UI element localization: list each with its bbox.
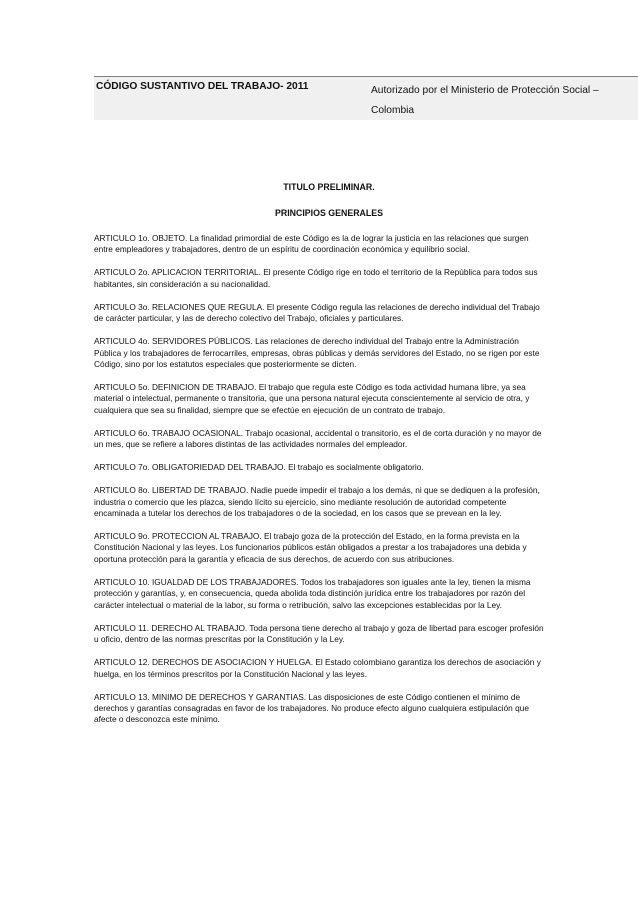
article-paragraph: ARTICULO 10. IGUALDAD DE LOS TRABAJADORES. Todos los trabajadores son iguales ante la ley, tienen la misma protección y garantías, y, en consecuencia, queda abolida toda distinción jurídica entre los trabajadores por razón del carácter intelectual o material de la labor, su forma o retribución, salvo las excepciones establecidas por la Ley. bbox=[94, 576, 531, 610]
header-authorization-line1: Autorizado por el Ministerio de Protección Social – bbox=[371, 85, 599, 96]
article-paragraph: ARTICULO 9o. PROTECCION AL TRABAJO. El trabajo goza de la protección del Estado, en la forma prevista en la Constitución Nacional y las leyes. Los funcionarios públicos están obligados a prestar a los trabajadores una debida y oportuna protección para la garantía y eficacia de sus derechos, de acuerdo con sus atribuciones. bbox=[94, 531, 527, 564]
document-title: TITULO PRELIMINAR. bbox=[283, 182, 375, 192]
article-paragraph: ARTICULO 4o. SERVIDORES PÚBLICOS. Las relaciones de derecho individual del Trabajo entre la Administración Pública y los trabajadores de ferrocarriles, empresas, obras públicas y demás servidores del Estado, no se rigen por este Código, sino por los estatutos especiales que posteriormente se dicten. bbox=[94, 336, 540, 370]
article-paragraph: ARTICULO 1o. OBJETO. La finalidad primordial de este Código es la de lograr la justicia en las relaciones que surgen entre empleadores y trabajadores, dentro de un espíritu de coordinación económica y equilibrio social. bbox=[94, 233, 529, 255]
article-paragraph: ARTICULO 11. DERECHO AL TRABAJO. Toda persona tiene derecho al trabajo y goza de libertad para escoger profesión u oficio, dentro de las normas prescritas por la Constitución y la Ley. bbox=[94, 622, 544, 645]
article-paragraph: ARTICULO 5o. DEFINICION DE TRABAJO. El trabajo que regula este Código es toda actividad humana libre, ya sea material o intelectual, permanente o transitoria, que una persona natural ejecuta conscientemente al servicio de otra, y cualquiera que sea su finalidad, siempre que se efectúe en ejecución de un contrato de trabajo. bbox=[94, 382, 530, 415]
article-paragraph: ARTICULO 6o. TRABAJO OCASIONAL. Trabajo ocasional, accidental o transitorio, es el de corta duración y no mayor de un mes, que se refiere a labores distintas de las actividades normales del empleador. bbox=[94, 427, 542, 450]
article-paragraph: ARTICULO 12. DERECHOS DE ASOCIACION Y HUELGA. El Estado colombiano garantiza los derechos de asociación y huelga, en los términos prescritos por la Constitución Nacional y las leyes. bbox=[94, 657, 541, 679]
article-paragraph: ARTICULO 2o. APLICACION TERRITORIAL. El presente Código rige en todo el territorio de la República para todos sus habitantes, sin consideración a su nacionalidad. bbox=[94, 267, 538, 289]
article-paragraph: ARTICULO 13. MINIMO DE DERECHOS Y GARANTIAS. Las disposiciones de este Código contienen el mínimo de derechos y garantías consagradas en favor de los trabajadores. No produce efecto alguno cualquiera estipulación que afecte o desconozca este mínimo. bbox=[94, 691, 529, 725]
header-authorization-line2: Colombia bbox=[371, 105, 415, 116]
article-paragraph: ARTICULO 3o. RELACIONES QUE REGULA. El presente Código regula las relaciones de derecho individual del Trabajo de carácter particular, y las de derecho colectivo del Trabajo, oficiales y particulares. bbox=[94, 301, 540, 324]
article-paragraph: ARTICULO 8o. LIBERTAD DE TRABAJO. Nadie puede impedir el trabajo a los demás, ni que se dediquen a la profesión, industria o comercio que les plazca, siendo lícito su ejercicio, sino mediante resolución de autoridad competente encaminada a tutelar los derechos de los trabajadores o de la sociedad, en los casos que se prevean en la ley. bbox=[94, 485, 540, 519]
header-code-title: CÓDIGO SUSTANTIVO DEL TRABAJO- 2011 bbox=[96, 81, 309, 92]
document-subtitle: PRINCIPIOS GENERALES bbox=[274, 208, 384, 218]
articles-body bbox=[94, 233, 544, 737]
header-authorization bbox=[371, 81, 599, 121]
page-header bbox=[94, 76, 638, 120]
article-paragraph: ARTICULO 7o. OBLIGATORIEDAD DEL TRABAJO. El trabajo es socialmente obligatorio. bbox=[94, 462, 424, 473]
